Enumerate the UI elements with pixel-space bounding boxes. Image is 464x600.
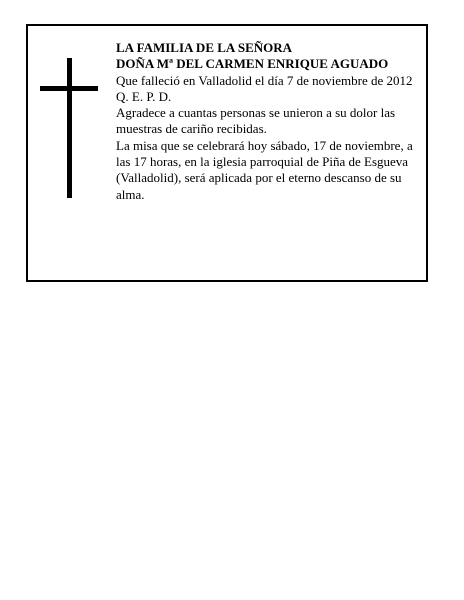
notice-text [116, 40, 422, 203]
deceased-name: DOÑA Mª DEL CARMEN ENRIQUE AGUADO [116, 56, 389, 72]
cross-horizontal-bar [40, 86, 98, 91]
cross-icon [40, 58, 98, 198]
obituary-notice [26, 24, 428, 282]
qepd-text: Q. E. P. D. [116, 88, 172, 104]
death-statement: Que falleció en Valladolid el día 7 de noviembre de 2012 [116, 72, 413, 88]
family-heading: LA FAMILIA DE LA SEÑORA [116, 40, 293, 55]
mass-announcement: La misa que se celebrará hoy sábado, 17 de noviembre, a las 17 horas, en la iglesia parroquial de Piña de Esgueva (Valladolid), será aplicada por el eterno descanso de su alma. [116, 137, 413, 202]
gratitude-text: Agradece a cuantas personas se unieron a su dolor las muestras de cariño recibidas. [116, 105, 396, 137]
cross-vertical-bar [67, 58, 72, 198]
